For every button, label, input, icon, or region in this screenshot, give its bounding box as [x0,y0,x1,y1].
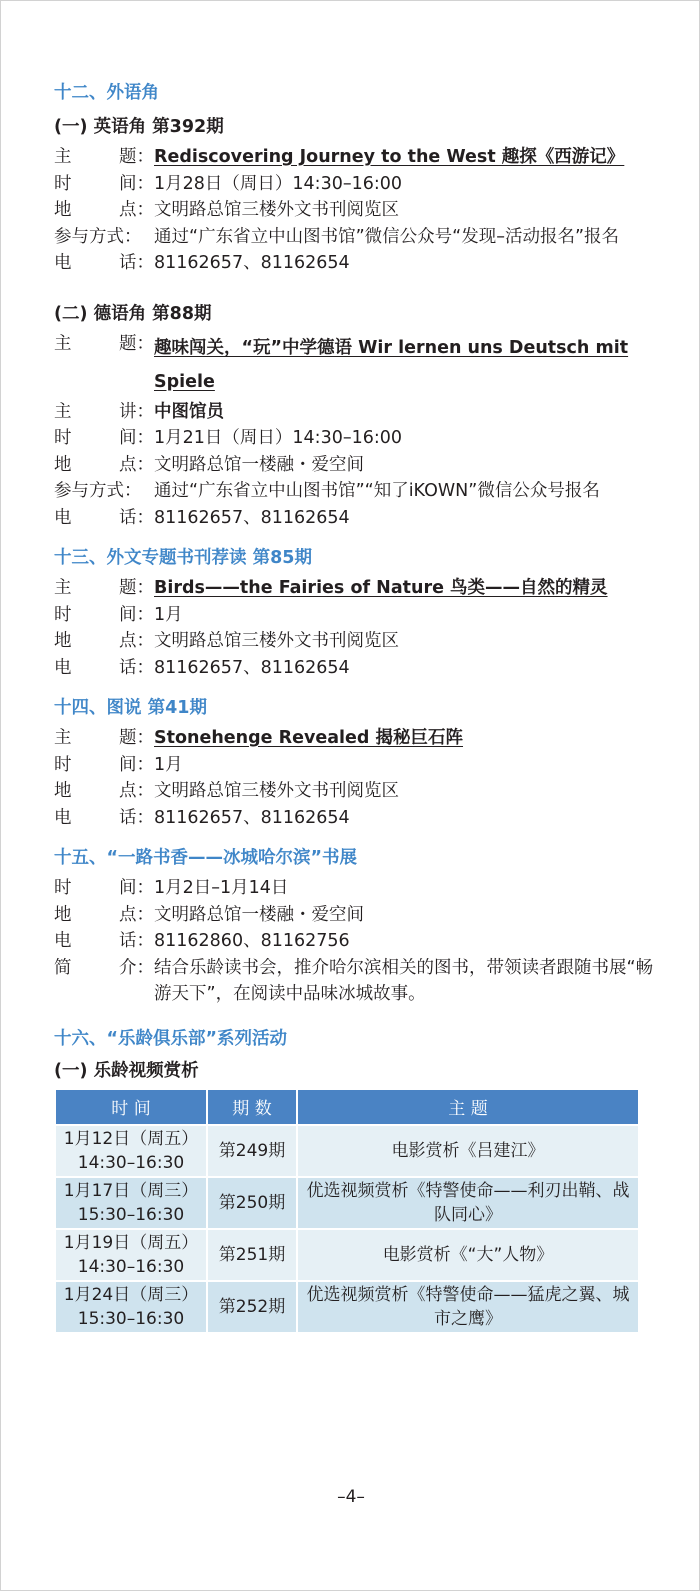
speaker-value: 中图馆员 [154,401,224,422]
schedule-table [54,1088,640,1334]
page-number: –4– [337,1487,365,1507]
phone-value: 81162657、81162654 [154,807,350,828]
section-heading-16: 十六、“乐龄俱乐部”系列活动 [54,1028,288,1049]
time-value: 1月 [154,604,183,625]
place-value: 文明路总馆一楼融・爱空间 [154,904,364,925]
join-value: 通过“广东省立中山图书馆”“知了iKOWN”微信公众号报名 [154,481,600,501]
time-value: 1月28日（周日）14:30–16:00 [154,173,403,194]
cell-topic: 优选视频赏析《特警使命——猛虎之翼、城市之鹰》 [297,1281,639,1333]
row-topic: 主 题： Stonehenge Revealed 揭秘巨石阵 [54,725,654,752]
row-place: 地 点： 文明路总馆三楼外文书刊阅览区 [54,197,654,224]
section-heading-13: 十三、外文专题书刊荐读 第85期 [54,548,312,568]
table-row [55,1229,639,1281]
section-heading-14: 十四、图说 第41期 [54,698,207,718]
row-place: 地 点： 文明路总馆三楼外文书刊阅览区 [54,778,654,805]
row-topic: 主 题： 趣味闯关，“玩”中学德语 Wir lernen uns Deutsch mit Spiele [54,331,654,399]
cell-topic: 电影赏析《吕建江》 [297,1125,639,1177]
time-value: 1月2日–1月14日 [154,878,289,898]
cell-issue: 第252期 [207,1281,297,1333]
row-speaker: 主 讲： 中图馆员 [54,399,654,426]
row-intro: 简 介： 结合乐龄读书会，推介哈尔滨相关的图书，带领读者跟随书展“畅游天下”，在阅读中品味冰城故事。 [54,955,654,1008]
row-place: 地 点： 文明路总馆三楼外文书刊阅览区 [54,628,654,655]
row-topic: 主 题： Birds——the Fairies of Nature 鸟类——自然的精灵 [54,575,654,602]
row-time: 时 间： 1月21日（周日）14:30–16:00 [54,425,654,452]
cell-time: 1月12日（周五） 14:30–16:30 [55,1125,207,1177]
time-value: 1月21日（周日）14:30–16:00 [154,428,403,448]
phone-value: 81162657、81162654 [154,507,350,528]
subheading-video-appreciation: (一) 乐龄视频赏析 [54,1060,199,1081]
row-place: 地 点： 文明路总馆一楼融・爱空间 [54,452,654,479]
topic-value: Rediscovering Journey to the West 趣探《西游记》 [154,147,625,167]
row-time: 时 间： 1月2日–1月14日 [54,875,654,902]
place-value: 文明路总馆三楼外文书刊阅览区 [154,200,399,220]
row-topic: 主 题： Rediscovering Journey to the West 趣探《西游记》 [54,144,654,171]
table-row [55,1281,639,1333]
section-heading-15: 十五、“一路书香——冰城哈尔滨”书展 [54,848,358,868]
cell-issue: 第249期 [207,1125,297,1177]
phone-value: 81162860、81162756 [154,931,350,951]
header-issue: 期 数 [207,1089,297,1125]
subheading-english-corner: (一) 英语角 第392期 [54,117,224,137]
place-value: 文明路总馆三楼外文书刊阅览区 [154,781,399,801]
cell-time: 1月24日（周三） 15:30–16:30 [55,1281,207,1333]
header-time: 时 间 [55,1089,207,1125]
subheading-german-corner: (二) 德语角 第88期 [54,303,212,324]
row-join: 参与方式： 通过“广东省立中山图书馆”微信公众号“发现–活动报名”报名 [54,224,654,251]
cell-time: 1月19日（周五） 14:30–16:30 [55,1229,207,1281]
row-join: 参与方式： 通过“广东省立中山图书馆”“知了iKOWN”微信公众号报名 [54,478,654,505]
phone-value: 81162657、81162654 [154,253,350,273]
row-phone: 电 话： 81162657、81162654 [54,655,654,682]
row-phone: 电 话： 81162860、81162756 [54,928,654,955]
join-value: 通过“广东省立中山图书馆”微信公众号“发现–活动报名”报名 [154,226,620,247]
cell-issue: 第250期 [207,1177,297,1229]
intro-value: 结合乐龄读书会，推介哈尔滨相关的图书，带领读者跟随书展“畅游天下”，在阅读中品味冰城故事。 [154,957,654,1004]
topic-value: Stonehenge Revealed 揭秘巨石阵 [154,728,464,748]
row-phone: 电 话： 81162657、81162654 [54,505,654,532]
phone-value: 81162657、81162654 [154,657,350,678]
place-value: 文明路总馆一楼融・爱空间 [154,454,364,475]
row-time: 时 间： 1月 [54,752,654,779]
table-row [55,1125,639,1177]
time-value: 1月 [154,754,183,775]
section-heading-12: 十二、外语角 [54,83,159,103]
place-value: 文明路总馆三楼外文书刊阅览区 [154,631,399,651]
topic-value: 趣味闯关，“玩”中学德语 Wir lernen uns Deutsch mit Spiele [154,337,629,392]
content [54,80,654,1334]
row-phone: 电 话： 81162657、81162654 [54,805,654,832]
table-header-row [55,1089,639,1125]
table-row [55,1177,639,1229]
cell-issue: 第251期 [207,1229,297,1281]
cell-topic: 优选视频赏析《特警使命——利刃出鞘、战队同心》 [297,1177,639,1229]
header-topic: 主 题 [297,1089,639,1125]
row-time: 时 间： 1月 [54,602,654,629]
cell-time: 1月17日（周三） 15:30–16:30 [55,1177,207,1229]
row-place: 地 点： 文明路总馆一楼融・爱空间 [54,902,654,929]
cell-topic: 电影赏析《“大”人物》 [297,1229,639,1281]
topic-value: Birds——the Fairies of Nature 鸟类——自然的精灵 [154,578,608,598]
row-phone: 电 话： 81162657、81162654 [54,250,654,277]
row-time: 时 间： 1月28日（周日）14:30–16:00 [54,171,654,198]
